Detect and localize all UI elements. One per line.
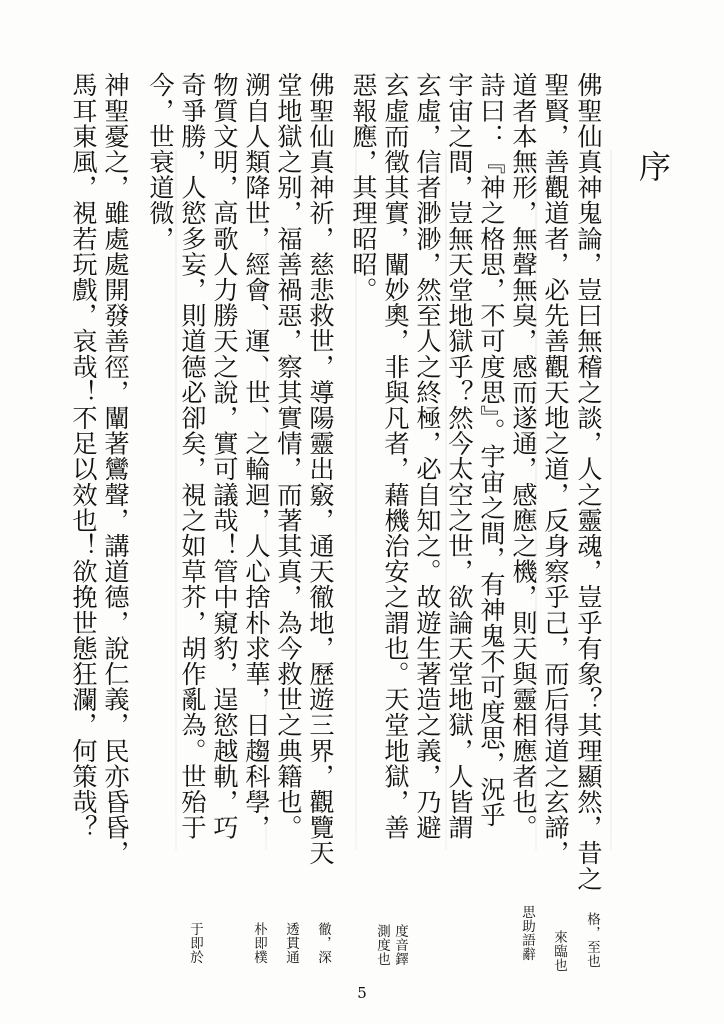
text-column-7: 玄虛而徵其實，闡妙奧，非與凡者，藉機治安之謂也。天堂地獄，善 [381,72,410,840]
text-column-3: 道者本無形，無聲無臭，感而遂通，感應之機，則天與靈相應者也。 [509,72,538,840]
text-column-6: 玄虛，信者渺渺，然至人之終極，必自知之。故遊生著造之義，乃避 [413,72,442,840]
text-column-12: 物質文明，高歌人力勝天之說，實可議哉！管中窺豹，逞慾越軌，巧 [210,72,239,840]
margin-note: 朴即樸 [251,922,267,964]
margin-note: 思助語辭 [519,905,535,961]
text-column-11: 溯自人類降世，經會、運、世、之輪迴，人心捨朴求華，日趨科學， [242,72,271,840]
text-column-2: 聖賢，善觀道者，必先善觀天地之道，反身察乎己，而后得道之玄諦， [541,72,570,866]
margin-note: 度音鐸 [392,924,408,966]
margin-note: 格，至也 [584,912,600,968]
page-title: 序 [634,150,672,188]
text-column-13: 奇爭勝，人慾多妄，則道德必卻矣，視之如草芥，胡作亂為。世殆于 [178,72,207,840]
text-column-15: 神聖憂之，雖處處開發善徑，闡著鸞聲，講道德，說仁義，民亦昏昏， [101,72,130,866]
margin-note: 透貫通 [283,922,299,964]
margin-note: 徹，深 [315,922,331,964]
text-column-16: 馬耳東風，視若玩戲，哀哉！不足以效也！欲挽世態狂瀾，何策哉？ [69,72,98,840]
text-column-5: 宇宙之間，豈無天堂地獄乎？然今太空之世，欲論天堂地獄，人皆謂 [445,72,474,840]
text-column-10: 堂地獄之别，福善禍惡，察其實情，而著其真，為今救世之典籍也。 [274,72,303,840]
text-column-14: 今，世衰道微， [146,72,175,252]
text-column-4: 詩曰：『神之格思，不可度思』。宇宙之間，有神鬼不可度思，況乎 [477,72,506,828]
text-column-1: 佛聖仙真神鬼論，豈曰無稽之談，人之靈魂，豈乎有象？其理顯然，昔之 [574,72,603,892]
margin-note: 于即於 [187,922,203,964]
show-through-mark [610,150,612,850]
margin-note: 來臨也 [551,930,567,972]
margin-note: 測度也 [374,924,390,966]
page-number: 5 [357,984,367,1002]
text-column-9: 佛聖仙真神祈，慈悲救世，導陽靈出竅，通天徹地，歷遊三界，觀覽天 [306,72,335,866]
text-column-8: 惡報應，其理昭昭。 [349,72,378,303]
